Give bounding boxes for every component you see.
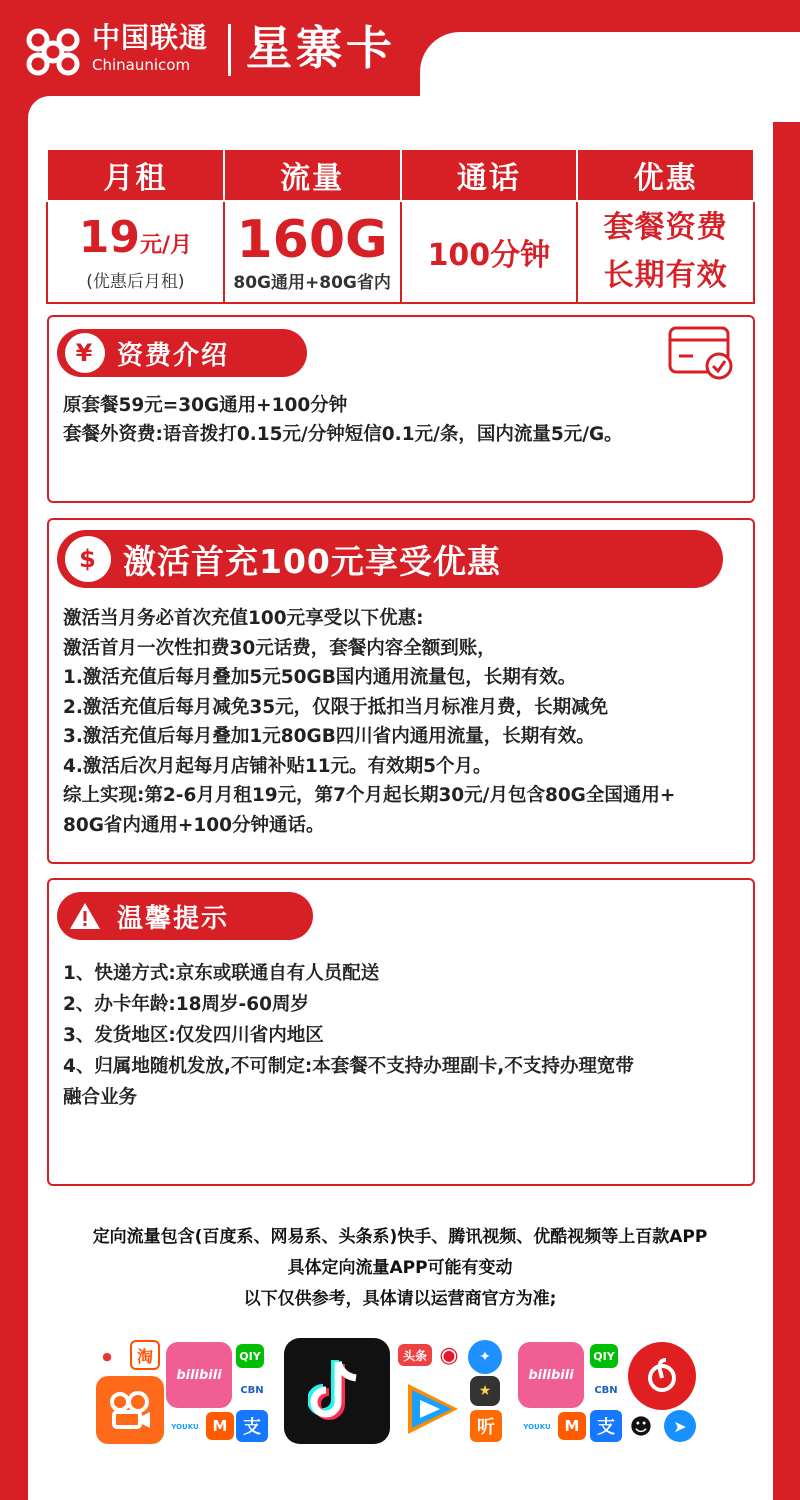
taobao-icon: 淘: [130, 1340, 160, 1370]
fee-line: 原套餐59元=30G通用+100分钟: [63, 395, 348, 416]
warning-icon: [65, 896, 105, 936]
header-data: 流量: [224, 149, 401, 201]
fee-line: 套餐外资费:语音拨打0.15元/分钟短信0.1元/条，国内流量5元/G。: [63, 424, 623, 445]
brand-name-cn: 中国联通: [92, 21, 209, 54]
tips-line: 3、发货地区:仅发四川省内地区: [63, 1025, 324, 1046]
footer-line-1: 定向流量包含(百度系、网易系、头条系)快手、腾讯视频、优酷视频等上百款APP: [92, 1227, 708, 1247]
mango-tv-icon-2: M: [558, 1412, 586, 1440]
tips-line: 4、归属地随机发放,不可制定:本套餐不支持办理副卡,不支持办理宽带: [63, 1056, 634, 1077]
tips-line: 1、快递方式:京东或联通自有人员配送: [63, 963, 380, 984]
cell-perks: [577, 201, 754, 303]
promo-line: 激活当月务必首次充值100元享受以下优惠:: [63, 608, 424, 629]
alipay-icon: 支: [236, 1410, 268, 1442]
tips-section: [47, 878, 755, 1186]
cctv-icon-2: CBN: [594, 1384, 618, 1396]
douyin-icon: [284, 1338, 390, 1444]
rent-unit: 元/月: [139, 233, 193, 258]
rent-note: (优惠后月租): [86, 272, 185, 292]
china-unicom-logo-icon: [22, 26, 84, 78]
qq-icon: ☻: [629, 1414, 653, 1440]
netease-music-icon: [628, 1342, 696, 1410]
tencent-video-icon: [400, 1378, 462, 1440]
cell-data: [224, 201, 401, 303]
tips-line: 2、办卡年龄:18周岁-60周岁: [63, 994, 309, 1015]
promo-line: 4.激活后次月起每月店铺补贴11元。有效期5个月。: [63, 755, 492, 777]
promo-line: 1.激活充值后每月叠加5元50GB国内通用流量包，长期有效。: [63, 667, 577, 688]
sheet-top-curve: [420, 32, 800, 122]
promo-section: [47, 518, 755, 864]
tips-title: 温馨提示: [117, 903, 230, 934]
cell-calls: [401, 201, 578, 303]
dollar-refresh-icon: $: [65, 536, 111, 582]
map-pin-icon: ●: [102, 1349, 112, 1363]
gaming-icon: ✦: [468, 1340, 502, 1374]
iqiyi-icon-2: QIY: [590, 1344, 618, 1368]
bill-check-icon: [667, 323, 735, 381]
tips-line: 融合业务: [63, 1087, 138, 1108]
game-app-icon: ★: [470, 1376, 500, 1406]
fee-intro-title-pill: [57, 329, 307, 377]
data-value: 160G: [236, 209, 388, 270]
promo-title: 激活首充100元享受优惠: [123, 541, 501, 581]
tips-body: [63, 958, 634, 1113]
toutiao-icon: 头条: [398, 1344, 432, 1366]
brand-divider: [228, 24, 231, 76]
mango-tv-icon: M: [206, 1412, 234, 1440]
header-rent: 月租: [47, 149, 224, 201]
youku-icon-2: YOUKU: [523, 1423, 551, 1431]
warning-triangle-icon: [69, 901, 101, 931]
alipay-icon-2: 支: [590, 1410, 622, 1442]
weibo-icon: ◉: [439, 1342, 459, 1368]
plan-summary-table: [46, 148, 755, 304]
cctv-icon: CBN: [240, 1384, 264, 1396]
footer-line-2: 具体定向流量APP可能有变动: [287, 1258, 513, 1278]
promo-line: 2.激活充值后每月减免35元，仅限于抵扣当月标准月费，长期减免: [63, 696, 609, 718]
promo-title-pill: [57, 530, 723, 588]
perk-line-2: 长期有效: [603, 258, 728, 293]
promo-line: 综上实现:第2-6月月租19元，第7个月起长期30元/月包含80G全国通用+: [63, 785, 676, 806]
footer-line-3: 以下仅供参考，具体请以运营商官方为准;: [243, 1289, 557, 1309]
rent-value: 19: [78, 212, 140, 263]
cell-rent: [47, 201, 224, 303]
youku-icon: YOUKU: [171, 1423, 199, 1431]
kuaishou-icon: [96, 1376, 164, 1444]
promo-line: 激活首月一次性扣费30元话费，套餐内容全额到账，: [63, 637, 496, 659]
promo-line: 80G省内通用+100分钟通话。: [63, 814, 325, 836]
tips-title-pill: [57, 892, 313, 940]
data-note: 80G通用+80G省内: [233, 272, 391, 293]
header-calls: 通话: [401, 149, 578, 201]
perk-line-1: 套餐资费: [603, 210, 728, 245]
card-name-title: 星寨卡: [246, 21, 396, 75]
bilibili-icon-2: bilibili: [518, 1342, 584, 1408]
fee-intro-body: [63, 391, 623, 449]
yuan-icon: ¥: [65, 333, 105, 373]
fee-intro-section: [47, 315, 755, 503]
brand-name-en: Chinaunicom: [92, 56, 191, 74]
fee-intro-title: 资费介绍: [117, 340, 230, 371]
call-value: 100分钟: [427, 238, 551, 273]
feishu-icon: ➤: [664, 1410, 696, 1442]
bilibili-icon: bilibili: [166, 1342, 232, 1408]
promo-line: 3.激活充值后每月叠加1元80GB四川省内通用流量，长期有效。: [63, 726, 595, 747]
header-perks: 优惠: [577, 149, 754, 201]
ting-icon: 听: [470, 1410, 502, 1442]
promo-body: [63, 604, 675, 840]
iqiyi-icon: QIY: [236, 1344, 264, 1368]
